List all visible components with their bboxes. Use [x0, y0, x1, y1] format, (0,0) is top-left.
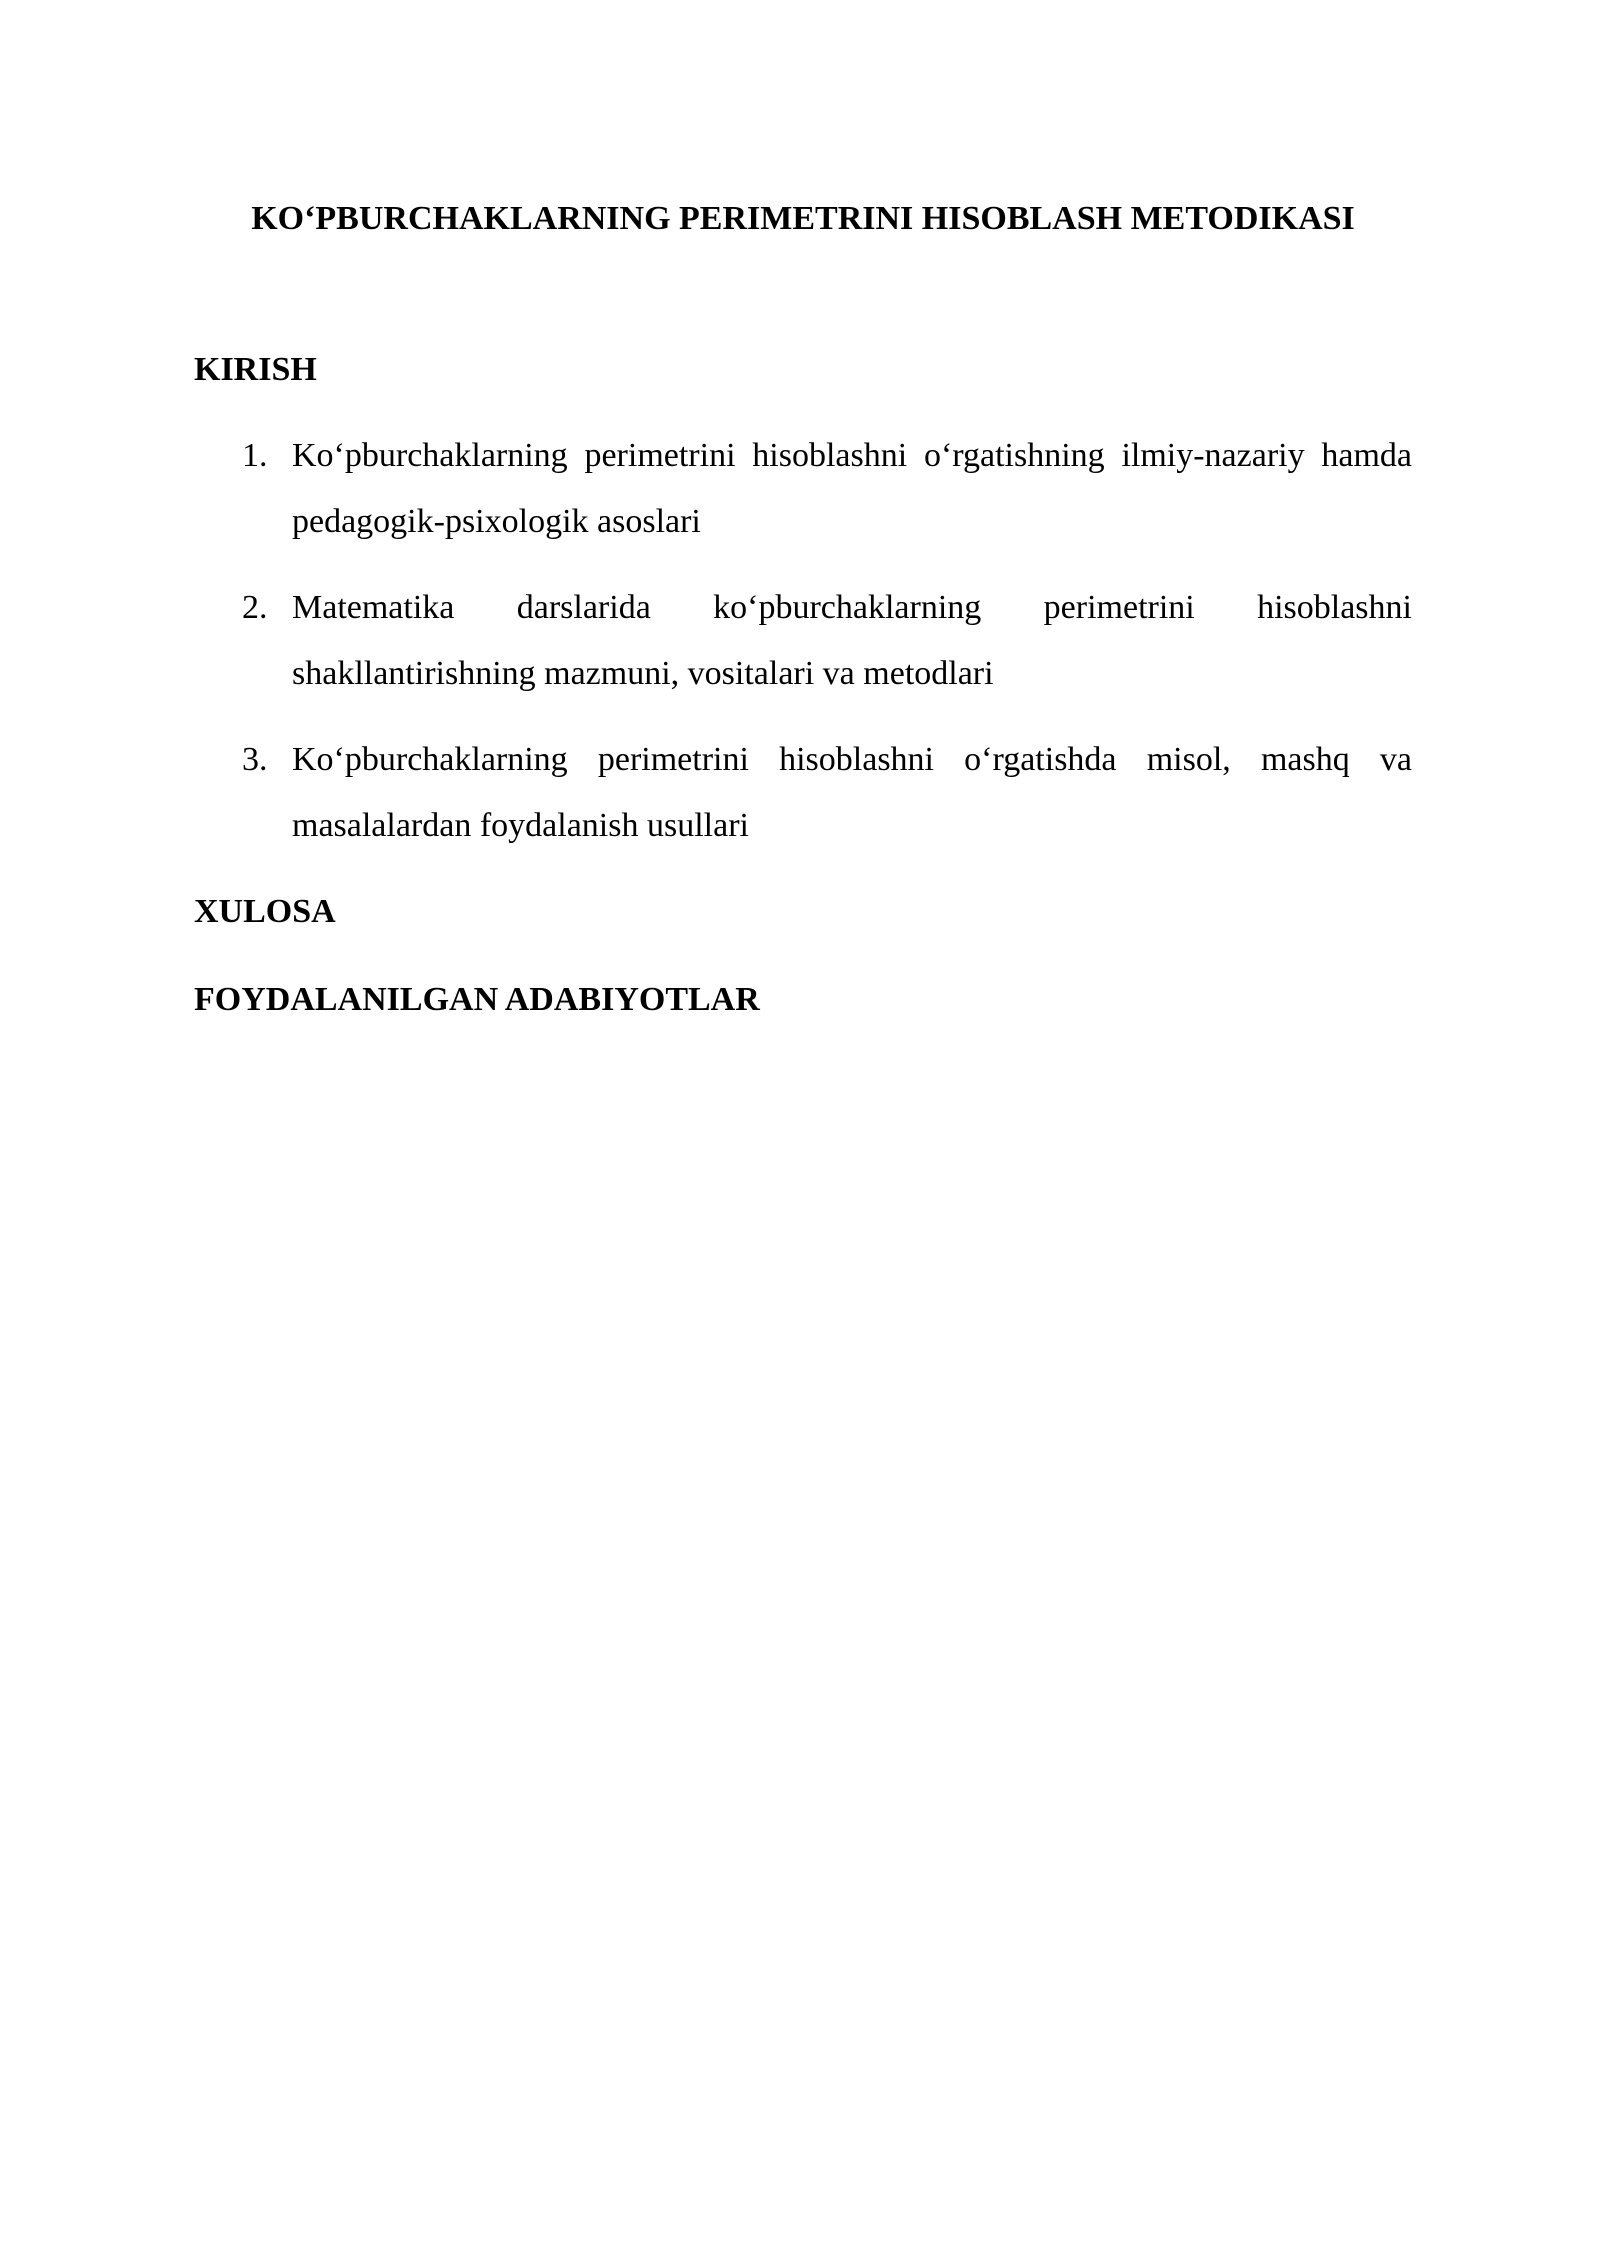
toc-item-text: Ko‘pburchaklarning perimetrini hisoblashni o‘rgatishda misol, mashq va masalalardan foydalanish usullari [292, 741, 1412, 844]
intro-heading: KIRISH [194, 351, 317, 388]
references-heading: FOYDALANILGAN ADABIYOTLAR [194, 981, 760, 1018]
toc-item-1 [242, 423, 1412, 555]
toc-item-text: Matematika darslarida ko‘pburchaklarning perimetrini hisoblashni shakllantirishning mazmuni, vositalari va metodlari [292, 589, 1412, 692]
toc-item-number: 1. [242, 437, 268, 474]
toc-item-number: 2. [242, 589, 268, 626]
toc-item-text: Ko‘pburchaklarning perimetrini hisoblashni o‘rgatishning ilmiy-nazariy hamda pedagogik-psixologik asoslari [292, 437, 1412, 540]
toc-item-2 [242, 575, 1412, 707]
toc-item-number: 3. [242, 741, 268, 778]
conclusion-heading: XULOSA [194, 893, 336, 930]
toc-item-3 [242, 727, 1412, 859]
document-title: KO‘PBURCHAKLARNING PERIMETRINI HISOBLASH METODIKASI [251, 200, 1355, 237]
